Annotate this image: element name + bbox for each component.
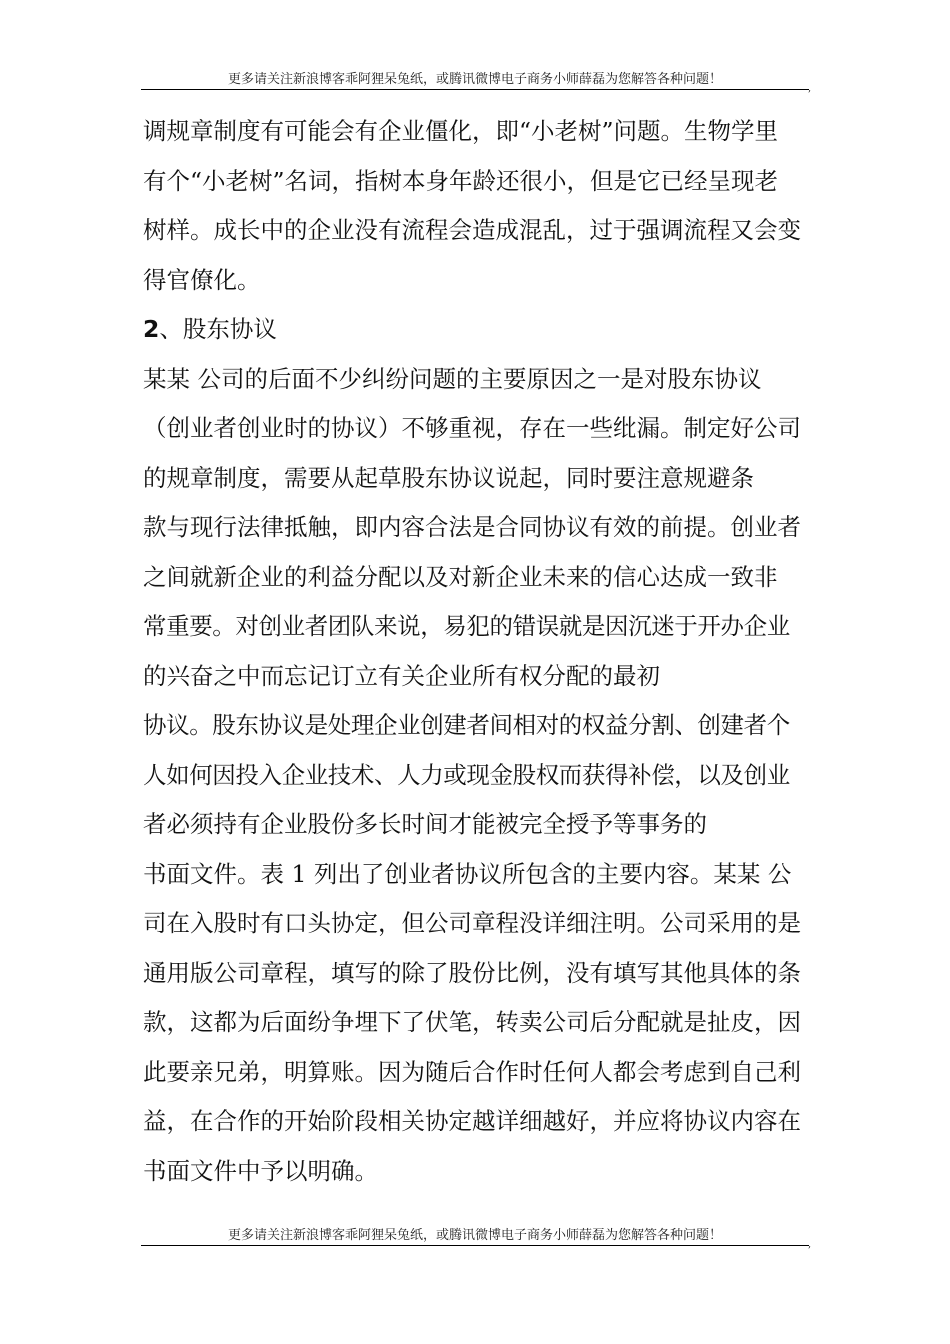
paragraph-line: 书面文件。表 1 列出了创业者协议所包含的主要内容。某某 公	[143, 859, 792, 888]
section-heading	[143, 305, 823, 355]
paragraph-line: 款与现行法律抵触，即内容合法是合同协议有效的前提。创业者	[143, 513, 801, 541]
paragraph-line: 此要亲兄弟，明算账。因为随后合作时任何人都会考虑到自己利	[143, 1057, 801, 1086]
paragraph-line: 得官僚化。	[143, 265, 261, 294]
section-heading-number: 2	[143, 315, 160, 343]
paragraph-line: 调规章制度有可能会有企业僵化，即“小老树”问题。生物学里	[143, 117, 779, 145]
footer-rule	[141, 1245, 809, 1246]
paragraph-line: 某某 公司的后面不少纠纷问题的主要原因之一是对股东协议	[143, 364, 762, 393]
page-header: 更多请关注新浪博客乖阿狸呆兔纸，或腾讯微博电子商务小师薛磊为您解答各种问题！	[227, 72, 722, 87]
paragraph-line: 司在入股时有口头协定，但公司章程没详细注明。公司采用的是	[143, 909, 801, 937]
section-heading-title: 、股东协议	[159, 315, 277, 343]
paragraph-line: 人如何因投入企业技术、人力或现金股权而获得补偿，以及创业	[143, 760, 790, 789]
paragraph-line: 通用版公司章程，填写的除了股份比例，没有填写其他具体的条	[143, 958, 801, 987]
page-footer: 更多请关注新浪博客乖阿狸呆兔纸，或腾讯微博电子商务小师薛磊为您解答各种问题！	[227, 1228, 722, 1243]
paragraph-line: 之间就新企业的利益分配以及对新企业未来的信心达成一致非	[143, 562, 778, 591]
paragraph-line: （创业者创业时的协议）不够重视，存在一些纰漏。制定好公司	[143, 414, 801, 442]
header-rule	[141, 89, 809, 90]
paragraph-line: 书面文件中予以明确。	[143, 1156, 378, 1185]
header-rule-mark: ,	[808, 83, 812, 94]
footer-rule-mark: ,	[808, 1239, 812, 1250]
paragraph-line: 款，这都为后面纷争埋下了伏笔，转卖公司后分配就是扯皮，因	[143, 1008, 801, 1036]
paragraph-line: 有个“小老树”名词，指树本身年龄还很小，但是它已经呈现老	[143, 166, 779, 195]
paragraph-line: 益，在合作的开始阶段相关协定越详细越好，并应将协议内容在	[143, 1107, 801, 1135]
paragraph-line: 者必须持有企业股份多长时间才能被完全授予等事务的	[143, 810, 707, 838]
paragraph-line: 的兴奋之中而忘记订立有关企业所有权分配的最初	[143, 661, 660, 690]
paragraph-line: 常重要。对创业者团队来说，易犯的错误就是因沉迷于开办企业	[143, 612, 790, 640]
paragraph-line: 协议。股东协议是处理企业创建者间相对的权益分割、创建者个	[143, 711, 790, 739]
document-body	[143, 107, 823, 1196]
paragraph-line: 树样。成长中的企业没有流程会造成混乱，过于强调流程又会变	[143, 216, 801, 244]
paragraph-line: 的规章制度，需要从起草股东协议说起，同时要注意规避条	[143, 463, 754, 492]
